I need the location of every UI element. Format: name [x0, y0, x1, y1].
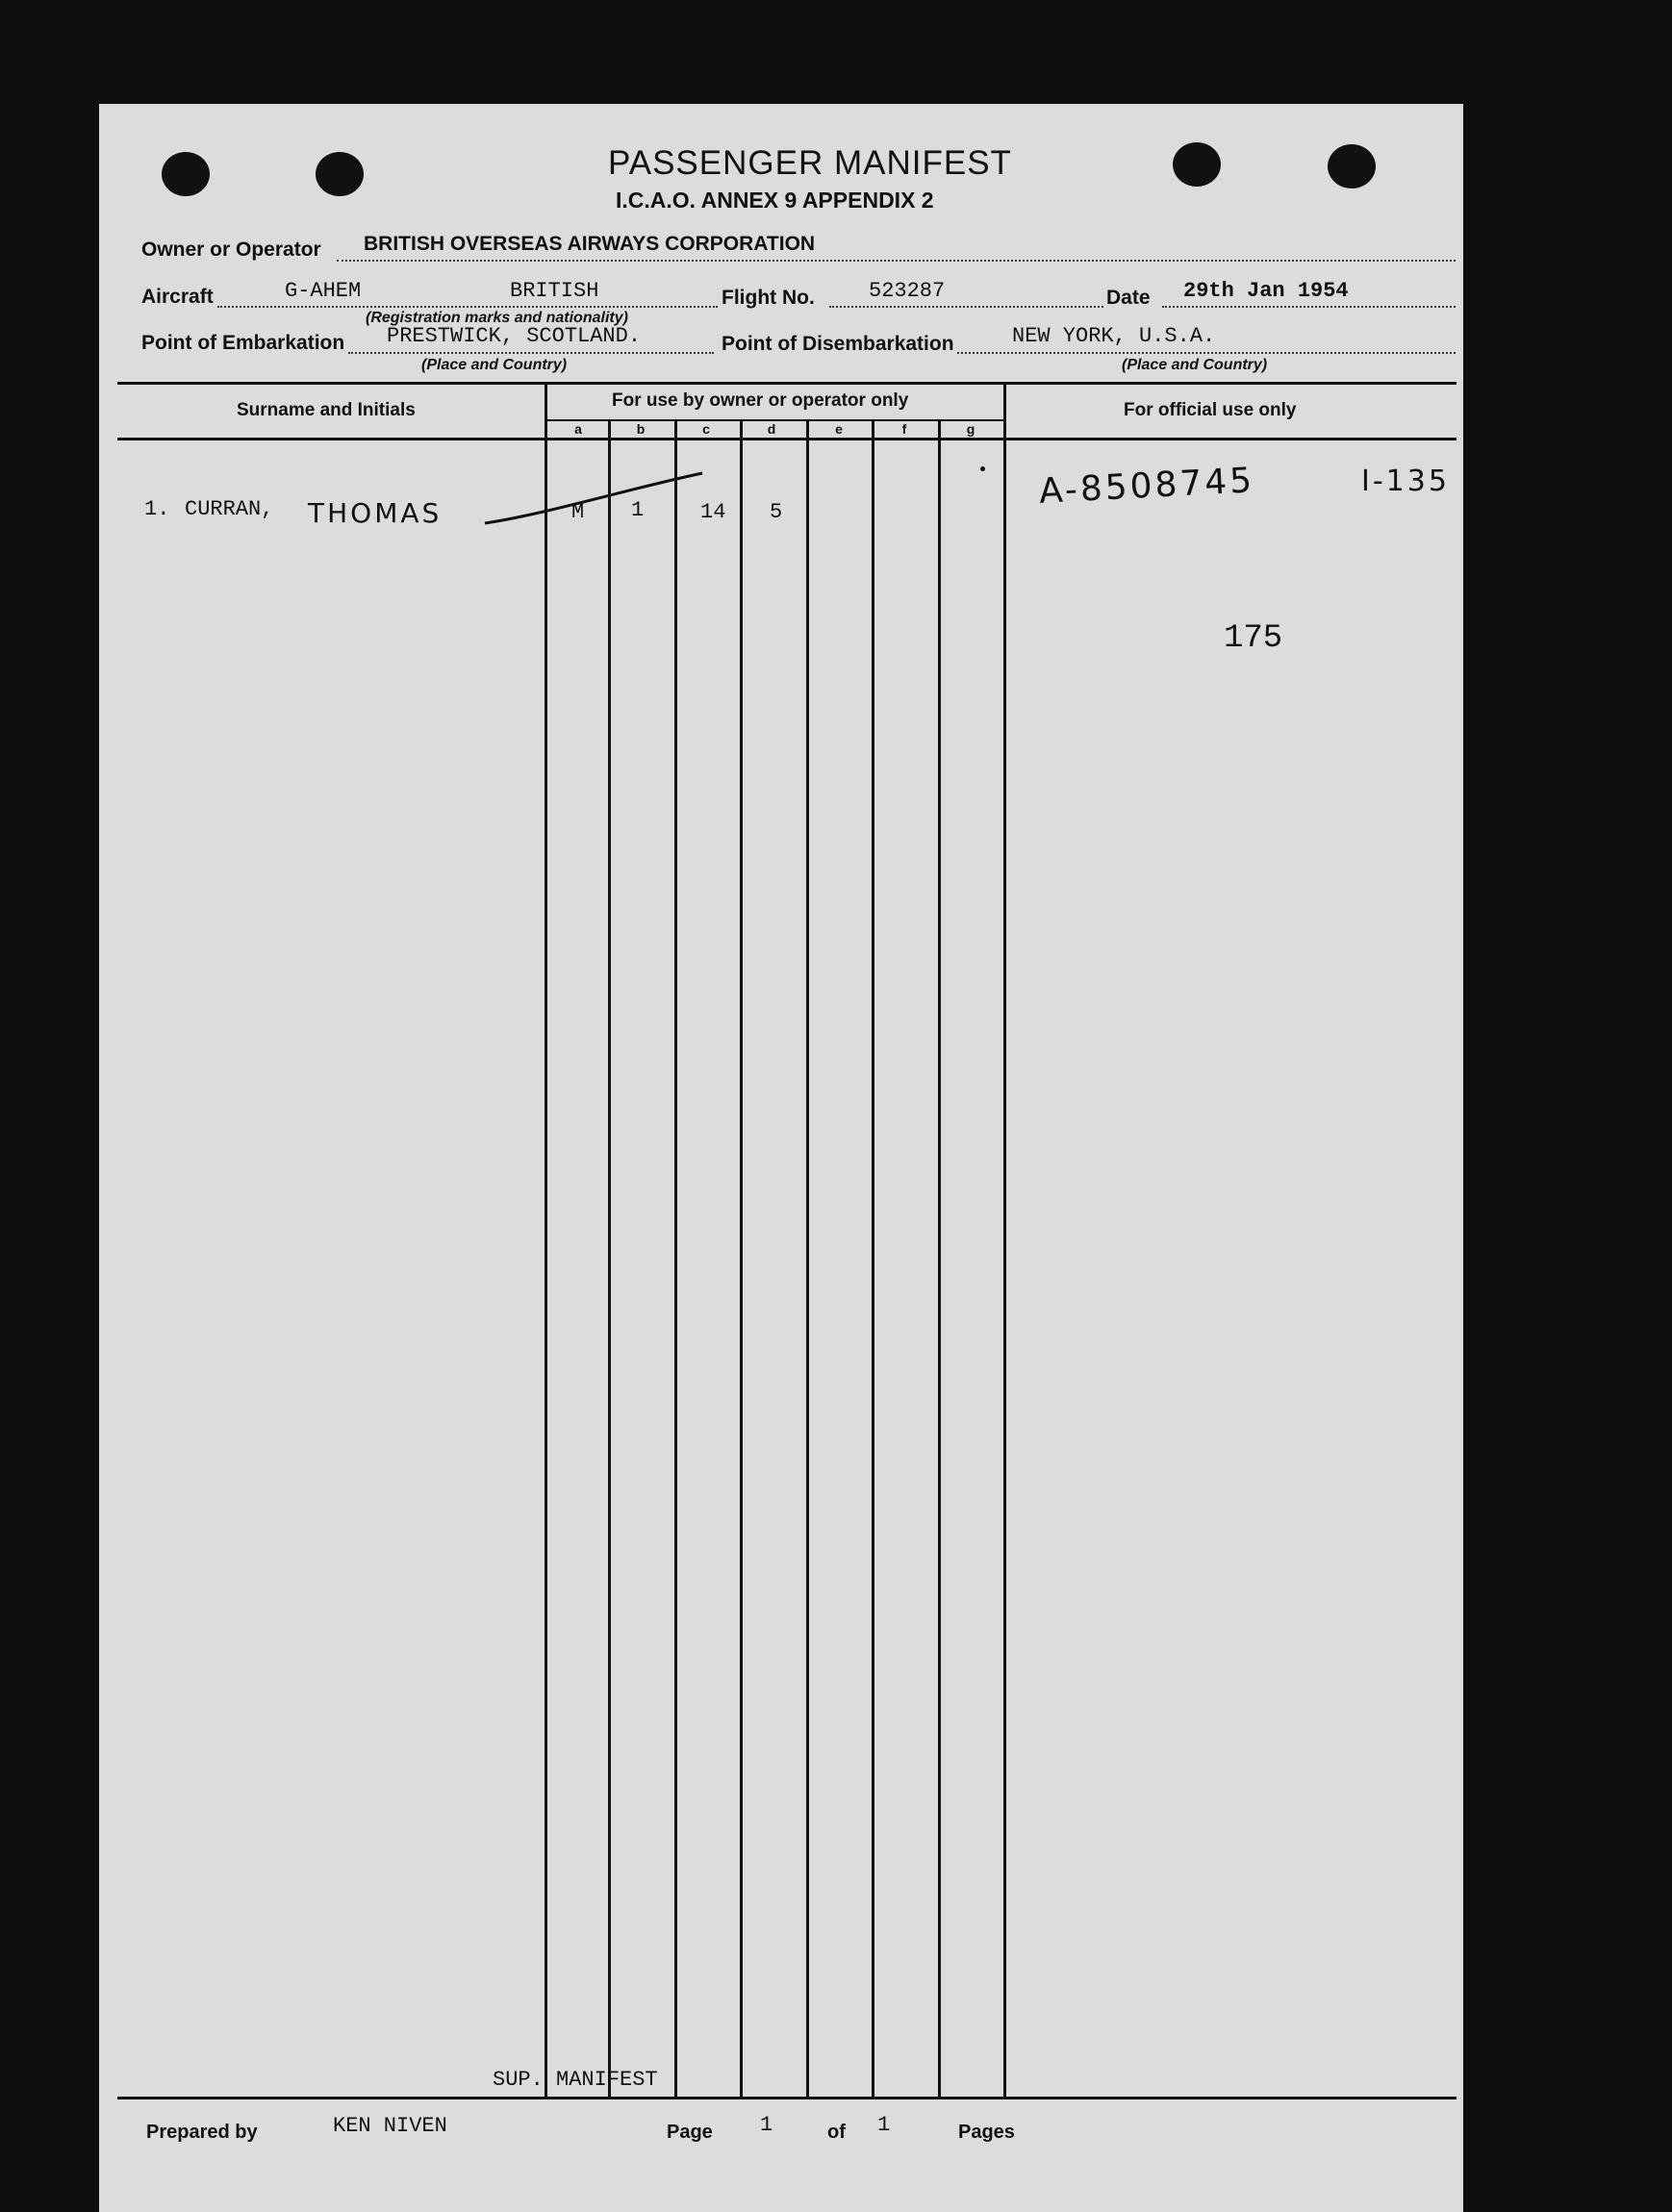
table-top-rule: [117, 382, 1457, 385]
disembarkation-line: [957, 352, 1456, 354]
passenger-given-name: THOMAS: [308, 497, 443, 529]
disembarkation-note: (Place and Country): [1122, 357, 1268, 373]
of-label: of: [827, 2122, 846, 2143]
subcol-f: f: [901, 421, 907, 437]
flight-number: 523287: [869, 279, 946, 303]
passenger-col-a: M: [571, 500, 585, 524]
embarkation-note: (Place and Country): [421, 357, 568, 373]
punch-hole: [316, 152, 364, 196]
sup-manifest-label: SUP. MANIFEST: [493, 2068, 658, 2092]
disembarkation-label: Point of Disembarkation: [722, 333, 954, 355]
flight-line: [829, 306, 1103, 308]
of-value: 1: [877, 2113, 891, 2137]
flight-label: Flight No.: [722, 287, 815, 309]
col-official-header: For official use only: [1124, 400, 1297, 420]
punch-hole: [162, 152, 210, 196]
col-rule: [1003, 382, 1006, 2097]
col-rule: [674, 419, 677, 2097]
form-subtitle: I.C.A.O. ANNEX 9 APPENDIX 2: [616, 188, 934, 213]
form-title: PASSENGER MANIFEST: [608, 144, 1012, 182]
footer-rule: [117, 2097, 1457, 2099]
subcol-e: e: [835, 421, 843, 437]
col-surname-header: Surname and Initials: [237, 400, 416, 420]
col-rule: [806, 419, 809, 2097]
punch-hole: [1173, 142, 1221, 187]
passenger-surname: CURRAN,: [185, 497, 274, 521]
page-label: Page: [667, 2122, 713, 2143]
owner-label: Owner or Operator: [141, 239, 321, 261]
passenger-col-d: 5: [770, 500, 783, 524]
owner-value: BRITISH OVERSEAS AIRWAYS CORPORATION: [364, 233, 816, 255]
aircraft-registration: G-AHEM: [285, 279, 362, 303]
prepared-by-label: Prepared by: [146, 2122, 258, 2143]
aircraft-label: Aircraft: [141, 286, 214, 308]
subcol-c: c: [702, 421, 710, 437]
col-rule: [740, 419, 743, 2097]
passenger-col-c: 14: [700, 500, 726, 524]
col-rule: [872, 419, 874, 2097]
table-header-rule: [117, 438, 1457, 440]
prepared-by-value: KEN NIVEN: [333, 2114, 447, 2138]
date-line: [1162, 306, 1456, 308]
disembarkation-value: NEW YORK, U.S.A.: [1012, 324, 1216, 348]
col-rule: [938, 419, 941, 2097]
col-rule: [545, 382, 547, 2097]
embarkation-line: [348, 352, 714, 354]
aircraft-nationality: BRITISH: [510, 279, 599, 303]
col-operator-header: For use by owner or operator only: [612, 390, 909, 411]
passenger-col-b: 1: [631, 498, 645, 522]
aircraft-note: (Registration marks and nationality): [366, 310, 628, 326]
page-value: 1: [760, 2113, 773, 2137]
strike-line: [481, 465, 712, 533]
official-alien-number: A-8508745: [1038, 461, 1256, 512]
subcol-g: g: [966, 421, 975, 437]
subcol-d: d: [767, 421, 776, 437]
subcol-a: a: [574, 421, 582, 437]
aircraft-line: [217, 306, 718, 308]
stamp-number: 175: [1224, 620, 1283, 657]
pages-label: Pages: [958, 2122, 1015, 2143]
embarkation-label: Point of Embarkation: [141, 332, 345, 354]
subcol-b: b: [636, 421, 646, 437]
ink-dot: [980, 466, 985, 471]
punch-hole: [1328, 144, 1376, 189]
date-label: Date: [1106, 287, 1151, 309]
official-i-number: I-135: [1361, 465, 1450, 498]
passenger-number: 1.: [144, 497, 170, 521]
embarkation-value: PRESTWICK, SCOTLAND.: [387, 324, 642, 348]
date-value: 29th Jan 1954: [1183, 279, 1349, 303]
owner-line: [337, 260, 1456, 262]
col-rule: [608, 419, 611, 2097]
